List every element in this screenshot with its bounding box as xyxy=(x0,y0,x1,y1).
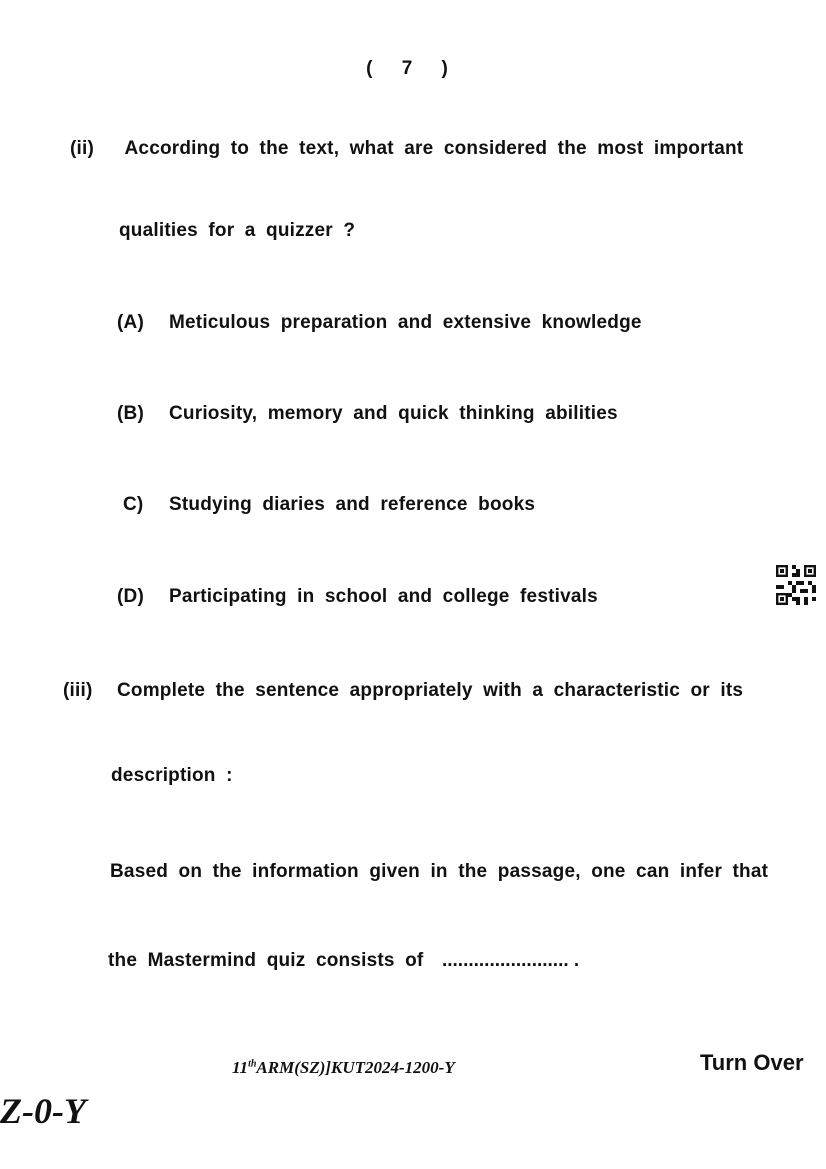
footer-code-prefix: 11 xyxy=(232,1058,249,1077)
question-ii-text-1: According to the text, what are considered the most important xyxy=(124,138,744,159)
question-iii-text-1: Complete the sentence appropriately with a characteristic or its xyxy=(116,680,744,701)
question-iii-label: (iii) xyxy=(63,680,93,701)
option-c-text: Studying diaries and reference books xyxy=(169,494,536,515)
qr-code-icon xyxy=(776,565,816,605)
footer-code-sup: th xyxy=(248,1058,257,1070)
option-c-label: C) xyxy=(123,494,144,515)
option-d-label: (D) xyxy=(117,586,144,607)
footer-code-suffix: ARM(SZ)]KUT2024-1200-Y xyxy=(256,1058,455,1077)
question-iii-text-4: the Mastermind quiz consists of xyxy=(108,950,424,971)
question-ii-label: (ii) xyxy=(70,138,95,159)
option-a xyxy=(117,312,642,334)
paper-code: Z-0-Y xyxy=(0,1091,86,1131)
question-iii-line-2: description : xyxy=(111,765,233,786)
question-iii-line-4 xyxy=(108,950,579,972)
option-a-text: Meticulous preparation and extensive knowledge xyxy=(169,312,642,333)
option-d xyxy=(117,586,598,608)
page-number: ( 7 ) xyxy=(366,58,460,79)
question-ii-line-1 xyxy=(70,138,743,160)
turn-over-text: Turn Over xyxy=(700,1050,804,1075)
answer-blank: ........................ . xyxy=(441,950,580,971)
option-d-text: Participating in school and college festivals xyxy=(169,586,598,607)
question-ii-line-2: qualities for a quizzer ? xyxy=(119,220,356,241)
option-c xyxy=(123,494,535,516)
option-b-label: (B) xyxy=(117,403,144,424)
footer-code xyxy=(232,1058,455,1078)
question-iii-line-3: Based on the information given in the passage, one can infer that xyxy=(110,861,769,882)
option-b-text: Curiosity, memory and quick thinking abilities xyxy=(169,403,618,424)
option-b xyxy=(117,403,618,425)
question-iii-line-1 xyxy=(63,680,743,702)
option-a-label: (A) xyxy=(117,312,144,333)
